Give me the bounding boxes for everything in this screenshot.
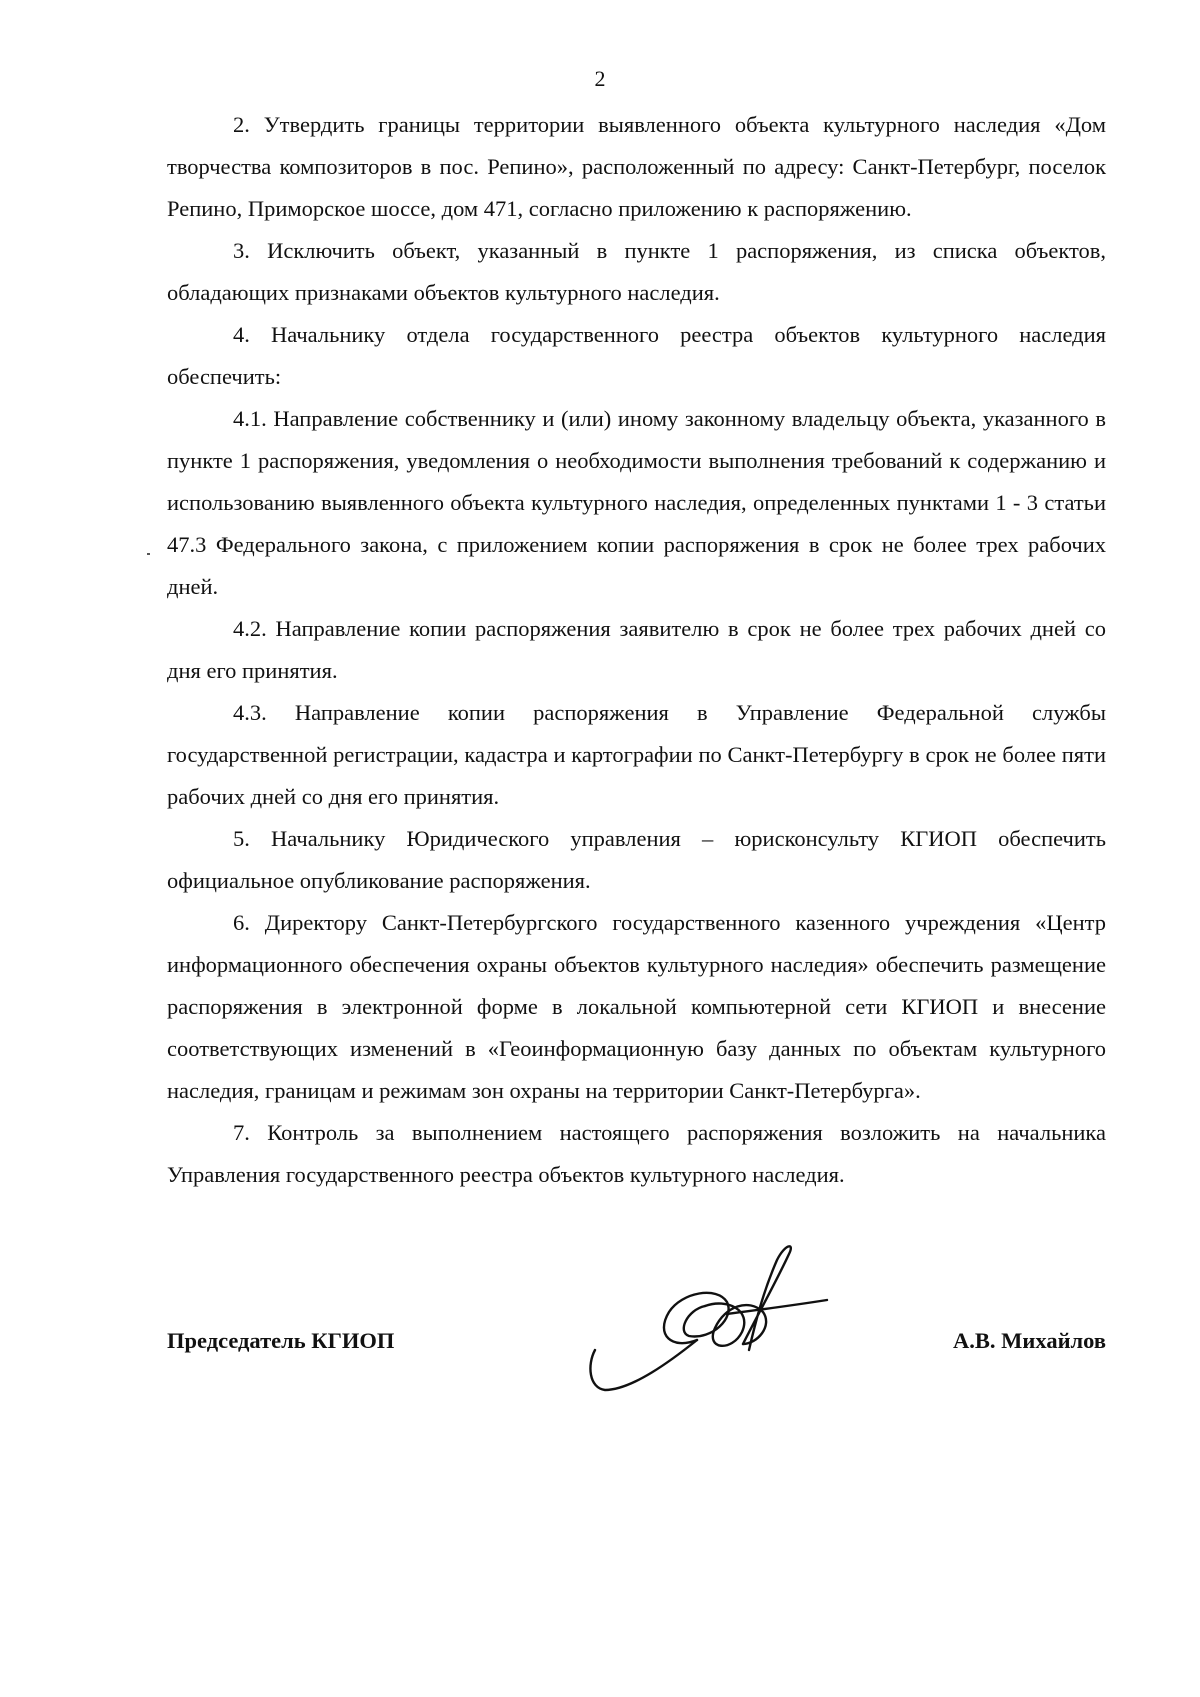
signatory-name: А.В. Михайлов (953, 1328, 1106, 1353)
page-number: 2 (594, 66, 606, 91)
paragraph-4-2: 4.2. Направление копии распоряжения заявителю в срок не более трех рабочих дней со дня его принятия. (167, 616, 1106, 683)
margin-mark (147, 553, 150, 555)
signature-block (167, 1310, 1106, 1430)
paragraph-7: 7. Контроль за выполнением настоящего распоряжения возложить на начальника Управления государственного реестра объектов культурного наследия. (167, 1120, 1106, 1187)
document-body (167, 104, 1106, 1196)
handwritten-signature (577, 1240, 837, 1400)
paragraph-6: 6. Директору Санкт-Петербургского государственного казенного учреждения «Центр информационного обеспечения охраны объектов культурного наследия» обеспечить размещение распоряжения в электронной форме в локальной компьютерной сети КГИОП и внесение соответствующих изменений в «Геоинформационную базу данных по объектам культурного наследия, границам и режимам зон охраны на территории Санкт-Петербурга». (167, 910, 1106, 1103)
paragraph-5: 5. Начальнику Юридического управления – юрисконсульту КГИОП обеспечить официальное опубликование распоряжения. (167, 826, 1106, 893)
paragraph-3: 3. Исключить объект, указанный в пункте 1 распоряжения, из списка объектов, обладающих признаками объектов культурного наследия. (167, 238, 1106, 305)
paragraph-4: 4. Начальнику отдела государственного реестра объектов культурного наследия обеспечить: (167, 322, 1106, 389)
paragraph-4-1: 4.1. Направление собственнику и (или) иному законному владельцу объекта, указанного в пункте 1 распоряжения, уведомления о необходимости выполнения требований к содержанию и использованию выявленного объекта культурного наследия, определенных пунктами 1 - 3 статьи 47.3 Федерального закона, с приложением копии распоряжения в срок не более трех рабочих дней. (167, 406, 1106, 599)
paragraph-2: 2. Утвердить границы территории выявленного объекта культурного наследия «Дом творчества композиторов в пос. Репино», расположенный по адресу: Санкт-Петербург, поселок Репино, Приморское шоссе, дом 471, согласно приложению к распоряжению. (167, 112, 1106, 221)
paragraph-4-3: 4.3. Направление копии распоряжения в Управление Федеральной службы государственной регистрации, кадастра и картографии по Санкт-Петербургу в срок не более пяти рабочих дней со дня его принятия. (167, 700, 1106, 809)
signatory-title: Председатель КГИОП (167, 1328, 395, 1353)
